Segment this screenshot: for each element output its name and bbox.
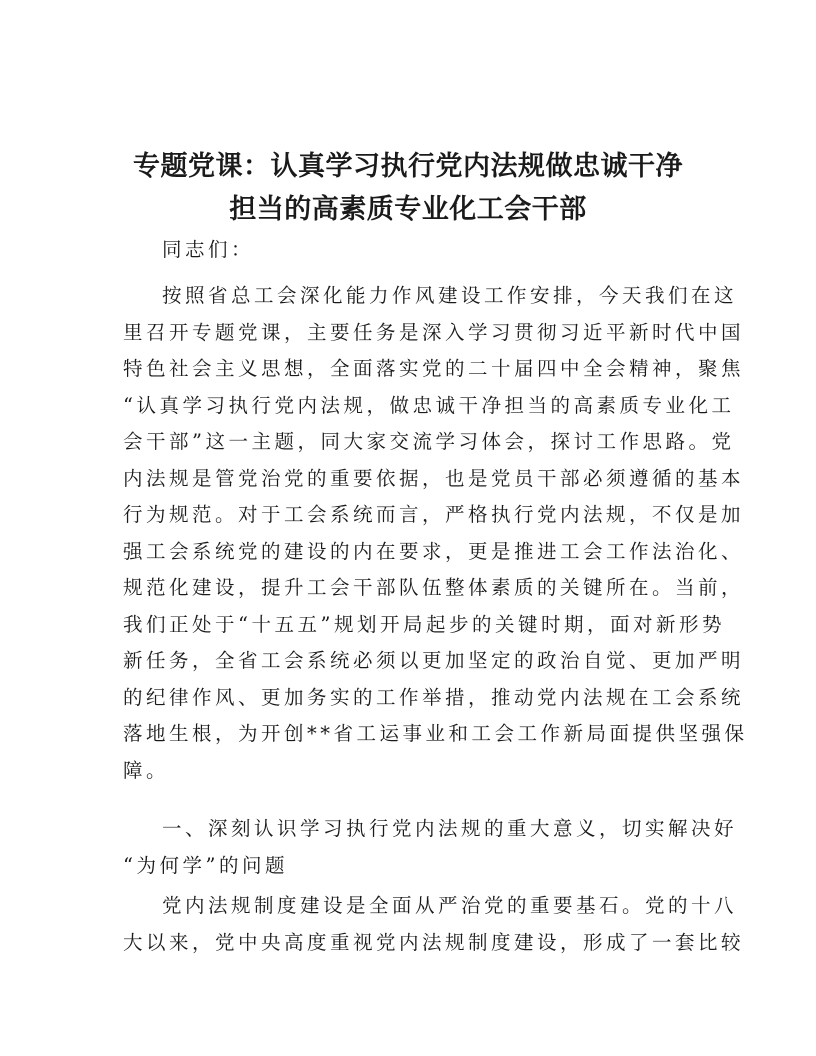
document-title-line-1: 专题党课：认真学习执行党内法规做忠诚干净 xyxy=(133,151,683,182)
paragraph-line: 障。 xyxy=(123,758,170,782)
paragraph-line: 大以来，党中央高度重视党内法规制度建设，形成了一套比较 xyxy=(123,930,745,954)
section-heading-1 xyxy=(123,811,738,884)
paragraph-line: 特色社会主义思想，全面落实党的二十届四中全会精神，聚焦 xyxy=(123,357,745,380)
paragraph-section1 xyxy=(123,888,745,961)
document-title-line-2: 担当的高素质专业化工会干部 xyxy=(229,194,587,225)
greeting-text: 同志们： xyxy=(162,238,255,261)
paragraph-line: 的纪律作风、更加务实的工作举措，推动党内法规在工会系统 xyxy=(123,685,745,709)
paragraph-intro xyxy=(123,278,748,789)
section-heading-line: 一、深刻认识学习执行党内法规的重大意义，切实解决好 xyxy=(162,817,738,840)
paragraph-line: 规范化建设，提升工会干部队伍整体素质的关键所在。当前， xyxy=(123,576,745,599)
paragraph-line: 落地生根，为开创**省工运事业和工会工作新局面提供坚强保 xyxy=(123,722,748,745)
paragraph-line: 里召开专题党课，主要任务是深入学习贯彻习近平新时代中国 xyxy=(123,320,745,344)
paragraph-line: 内法规是管党治党的重要依据，也是党员干部必须遵循的基本 xyxy=(123,466,745,490)
section-heading-line: “为何学”的问题 xyxy=(123,853,288,877)
paragraph-line: 行为规范。对于工会系统而言，严格执行党内法规，不仅是加 xyxy=(123,503,745,526)
paragraph-line: 新任务，全省工会系统必须以更加坚定的政治自觉、更加严明 xyxy=(123,649,745,672)
greeting xyxy=(123,232,703,269)
paragraph-line: 会干部”这一主题，同大家交流学习体会，探讨工作思路。党 xyxy=(123,430,735,453)
paragraph-line: 强工会系统党的建设的内在要求，更是推进工会工作法治化、 xyxy=(123,539,745,563)
paragraph-line: 按照省总工会深化能力作风建设工作安排，今天我们在这 xyxy=(162,284,738,307)
paragraph-line: 我们正处于“十五五”规划开局起步的关键时期，面对新形势 xyxy=(123,612,725,636)
paragraph-line: “认真学习执行党内法规，做忠诚干净担当的高素质专业化工 xyxy=(123,393,735,417)
paragraph-line: 党内法规制度建设是全面从严治党的重要基石。党的十八 xyxy=(162,894,738,917)
